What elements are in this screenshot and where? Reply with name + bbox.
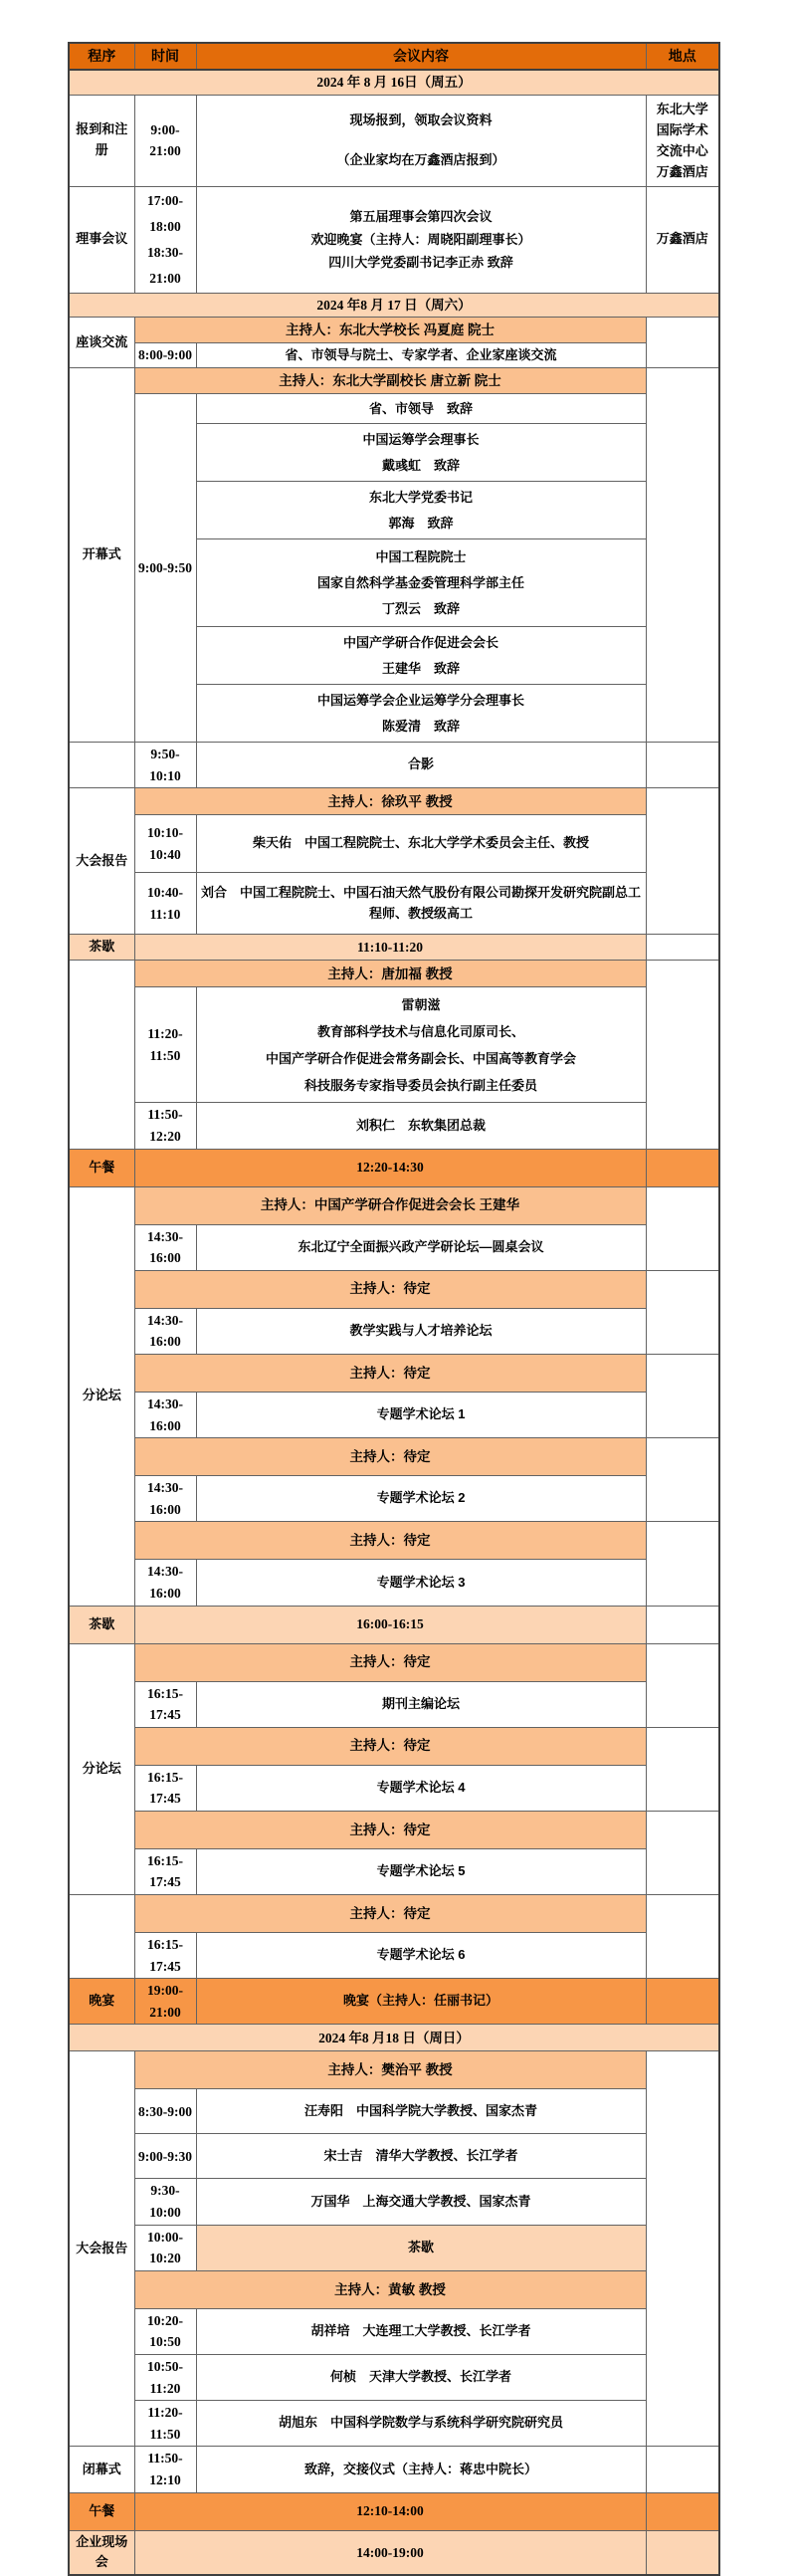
talk-content-cell: 何桢 天津大学教授、长江学者 <box>196 2355 646 2401</box>
session-time-cell: 14:30-16:00 <box>134 1476 196 1522</box>
onsite-location-cell <box>646 2530 719 2575</box>
session-host-cell: 主持人：待定 <box>134 1895 646 1933</box>
photo-content-cell: 合影 <box>196 743 646 788</box>
lunch2-time-cell: 12:10-14:00 <box>134 2492 646 2530</box>
talk-content-cell: 柴天佑 中国工程院院士、东北大学学术委员会主任、教授 <box>196 815 646 873</box>
opening-program-cell: 开幕式 <box>69 368 134 743</box>
session-location-cell <box>646 1186 719 1270</box>
session-location-cell <box>646 1438 719 1522</box>
sessions3-program-cell <box>69 1895 134 1979</box>
session-time-cell: 16:15-17:45 <box>134 1681 196 1727</box>
break2-time-cell: 16:00-16:15 <box>134 1606 646 1643</box>
lunch2-location-cell <box>646 2492 719 2530</box>
symposium-program-cell: 座谈交流 <box>69 318 134 368</box>
onsite-program-cell: 企业现场会 <box>69 2530 134 2575</box>
session-time-cell: 14:30-16:00 <box>134 1560 196 1606</box>
banquet-content-cell: 晚宴（主持人：任丽书记） <box>196 1979 646 2025</box>
talk-time-cell: 11:20-11:50 <box>134 987 196 1103</box>
session-content-cell: 专题学术论坛 6 <box>196 1933 646 1979</box>
closing-program-cell: 闭幕式 <box>69 2447 134 2492</box>
session-host-cell: 主持人：待定 <box>134 1643 646 1681</box>
registration-program-cell: 报到和注册 <box>69 95 134 186</box>
closing-content-cell: 致辞，交接仪式（主持人：蒋忠中院长） <box>196 2447 646 2492</box>
break3-time-cell: 10:00-10:20 <box>134 2225 196 2270</box>
photo-program-cell <box>69 743 134 788</box>
session-content-cell: 专题学术论坛 4 <box>196 1765 646 1811</box>
talk-time-cell: 10:50-11:20 <box>134 2355 196 2401</box>
session-location-cell <box>646 1643 719 1727</box>
closing-location-cell <box>646 2447 719 2492</box>
talk-content-cell: 宋士吉 清华大学教授、长江学者 <box>196 2134 646 2179</box>
opening-host-cell: 主持人：东北大学副校长 唐立新 院士 <box>134 368 646 394</box>
talk-time-cell: 11:50-12:20 <box>134 1103 196 1149</box>
session-time-cell: 16:15-17:45 <box>134 1765 196 1811</box>
banquet-program-cell: 晚宴 <box>69 1979 134 2025</box>
header-time: 时间 <box>134 43 196 70</box>
symposium-host-cell: 主持人：东北大学校长 冯夏庭 院士 <box>134 318 646 343</box>
symposium-time-cell: 8:00-9:00 <box>134 343 196 368</box>
break3-content-cell: 茶歇 <box>196 2225 646 2270</box>
talk-time-cell: 9:30-10:00 <box>134 2179 196 2225</box>
break2-program-cell: 茶歇 <box>69 1606 134 1643</box>
talk-time-cell: 10:40-11:10 <box>134 873 196 935</box>
plenary1-program-cell: 大会报告 <box>69 788 134 935</box>
talk-time-cell: 10:20-10:50 <box>134 2308 196 2354</box>
session-time-cell: 16:15-17:45 <box>134 1848 196 1894</box>
opening-speech-cell: 中国工程院院士 国家自然科学基金委管理科学部主任 丁烈云 致辞 <box>196 539 646 627</box>
registration-location-cell: 东北大学 国际学术 交流中心 万鑫酒店 <box>646 95 719 186</box>
talk-time-cell: 8:30-9:00 <box>134 2089 196 2134</box>
opening-speech-cell: 中国运筹学会理事长 戴彧虹 致辞 <box>196 424 646 482</box>
session-host-cell: 主持人：待定 <box>134 1727 646 1765</box>
session-location-cell <box>646 1522 719 1606</box>
banquet-time-cell: 19:00-21:00 <box>134 1979 196 2025</box>
break2-location-cell <box>646 1606 719 1643</box>
closing-time-cell: 11:50-12:10 <box>134 2447 196 2492</box>
date-row-aug17: 2024 年8 月 17 日（周六） <box>69 293 719 318</box>
registration-content-cell: 现场报到，领取会议资料 （企业家均在万鑫酒店报到） <box>196 95 646 186</box>
break1-location-cell <box>646 935 719 961</box>
session-content-cell: 专题学术论坛 2 <box>196 1476 646 1522</box>
council-program-cell: 理事会议 <box>69 186 134 293</box>
council-time-cell: 17:00-18:00 18:30-21:00 <box>134 186 196 293</box>
plenary3-location-cell <box>646 2051 719 2447</box>
council-location-cell: 万鑫酒店 <box>646 186 719 293</box>
date-row-aug16: 2024 年 8 月 16日（周五） <box>69 70 719 95</box>
opening-speech-cell: 省、市领导 致辞 <box>196 394 646 424</box>
plenary3-program-cell: 大会报告 <box>69 2051 134 2447</box>
plenary2-program-cell <box>69 961 134 1149</box>
header-content: 会议内容 <box>196 43 646 70</box>
session-time-cell: 14:30-16:00 <box>134 1392 196 1437</box>
talk-time-cell: 11:20-11:50 <box>134 2401 196 2447</box>
break1-program-cell: 茶歇 <box>69 935 134 961</box>
session-location-cell <box>646 1354 719 1437</box>
plenary3-host2-cell: 主持人：黄敏 教授 <box>134 2270 646 2308</box>
symposium-location-cell <box>646 318 719 368</box>
session-content-cell: 期刊主编论坛 <box>196 1681 646 1727</box>
talk-content-cell: 刘合 中国工程院院士、中国石油天然气股份有限公司勘探开发研究院副总工程师、教授级高工 <box>196 873 646 935</box>
opening-speech-cell: 中国运筹学会企业运筹学分会理事长 陈爱清 致辞 <box>196 685 646 743</box>
talk-time-cell: 9:00-9:30 <box>134 2134 196 2179</box>
session-content-cell: 专题学术论坛 3 <box>196 1560 646 1606</box>
plenary1-host-cell: 主持人：徐玖平 教授 <box>134 788 646 815</box>
talk-content-cell: 万国华 上海交通大学教授、国家杰青 <box>196 2179 646 2225</box>
sessions1-program-cell: 分论坛 <box>69 1186 134 1606</box>
session-content-cell: 专题学术论坛 1 <box>196 1392 646 1437</box>
plenary2-host-cell: 主持人：唐加福 教授 <box>134 961 646 987</box>
session-host-cell: 主持人：待定 <box>134 1522 646 1560</box>
break1-time-cell: 11:10-11:20 <box>134 935 646 961</box>
plenary2-location-cell <box>646 961 719 1149</box>
session-host-cell: 主持人：待定 <box>134 1811 646 1848</box>
talk-time-cell: 10:10-10:40 <box>134 815 196 873</box>
session-time-cell: 14:30-16:00 <box>134 1224 196 1270</box>
talk-content-cell: 胡祥培 大连理工大学教授、长江学者 <box>196 2308 646 2354</box>
lunch1-program-cell: 午餐 <box>69 1149 134 1186</box>
symposium-content-cell: 省、市领导与院士、专家学者、企业家座谈交流 <box>196 343 646 368</box>
header-location: 地点 <box>646 43 719 70</box>
session-host-cell: 主持人：待定 <box>134 1354 646 1392</box>
talk-content-cell: 胡旭东 中国科学院数学与系统科学研究院研究员 <box>196 2401 646 2447</box>
session-content-cell: 东北辽宁全面振兴政产学研论坛—圆桌会议 <box>196 1224 646 1270</box>
session-content-cell: 教学实践与人才培养论坛 <box>196 1308 646 1354</box>
session-content-cell: 专题学术论坛 5 <box>196 1848 646 1894</box>
plenary1-location-cell <box>646 788 719 935</box>
session-time-cell: 16:15-17:45 <box>134 1933 196 1979</box>
opening-speech-cell: 中国产学研合作促进会会长 王建华 致辞 <box>196 627 646 685</box>
opening-speech-cell: 东北大学党委书记 郭海 致辞 <box>196 482 646 539</box>
plenary3-host1-cell: 主持人：樊治平 教授 <box>134 2051 646 2089</box>
header-program: 程序 <box>69 43 134 70</box>
onsite-time-cell: 14:00-19:00 <box>134 2530 646 2575</box>
session-host-cell: 主持人：中国产学研合作促进会会长 王建华 <box>134 1186 646 1224</box>
date-row-aug18: 2024 年8 月18 日（周日） <box>69 2025 719 2051</box>
photo-time-cell: 9:50-10:10 <box>134 743 196 788</box>
opening-location-cell <box>646 368 719 743</box>
schedule-table <box>68 42 720 2576</box>
banquet-location-cell <box>646 1979 719 2025</box>
session-location-cell <box>646 1727 719 1811</box>
lunch2-program-cell: 午餐 <box>69 2492 134 2530</box>
session-time-cell: 14:30-16:00 <box>134 1308 196 1354</box>
registration-time-cell: 9:00-21:00 <box>134 95 196 186</box>
session-host-cell: 主持人：待定 <box>134 1270 646 1308</box>
talk-content-cell: 雷朝滋 教育部科学技术与信息化司原司长、 中国产学研合作促进会常务副会长、中国高等教育学会 科技服务专家指导委员会执行副主任委员 <box>196 987 646 1103</box>
session-location-cell <box>646 1270 719 1354</box>
council-content-cell: 第五届理事会第四次会议 欢迎晚宴（主持人：周晓阳副理事长） 四川大学党委副书记李正赤 致辞 <box>196 186 646 293</box>
lunch1-location-cell <box>646 1149 719 1186</box>
lunch1-time-cell: 12:20-14:30 <box>134 1149 646 1186</box>
session-location-cell <box>646 1895 719 1979</box>
opening-time-cell: 9:00-9:50 <box>134 394 196 743</box>
session-location-cell <box>646 1811 719 1894</box>
talk-content-cell: 刘积仁 东软集团总裁 <box>196 1103 646 1149</box>
sessions2-program-cell: 分论坛 <box>69 1643 134 1895</box>
talk-content-cell: 汪寿阳 中国科学院大学教授、国家杰青 <box>196 2089 646 2134</box>
photo-location-cell <box>646 743 719 788</box>
session-host-cell: 主持人：待定 <box>134 1438 646 1476</box>
